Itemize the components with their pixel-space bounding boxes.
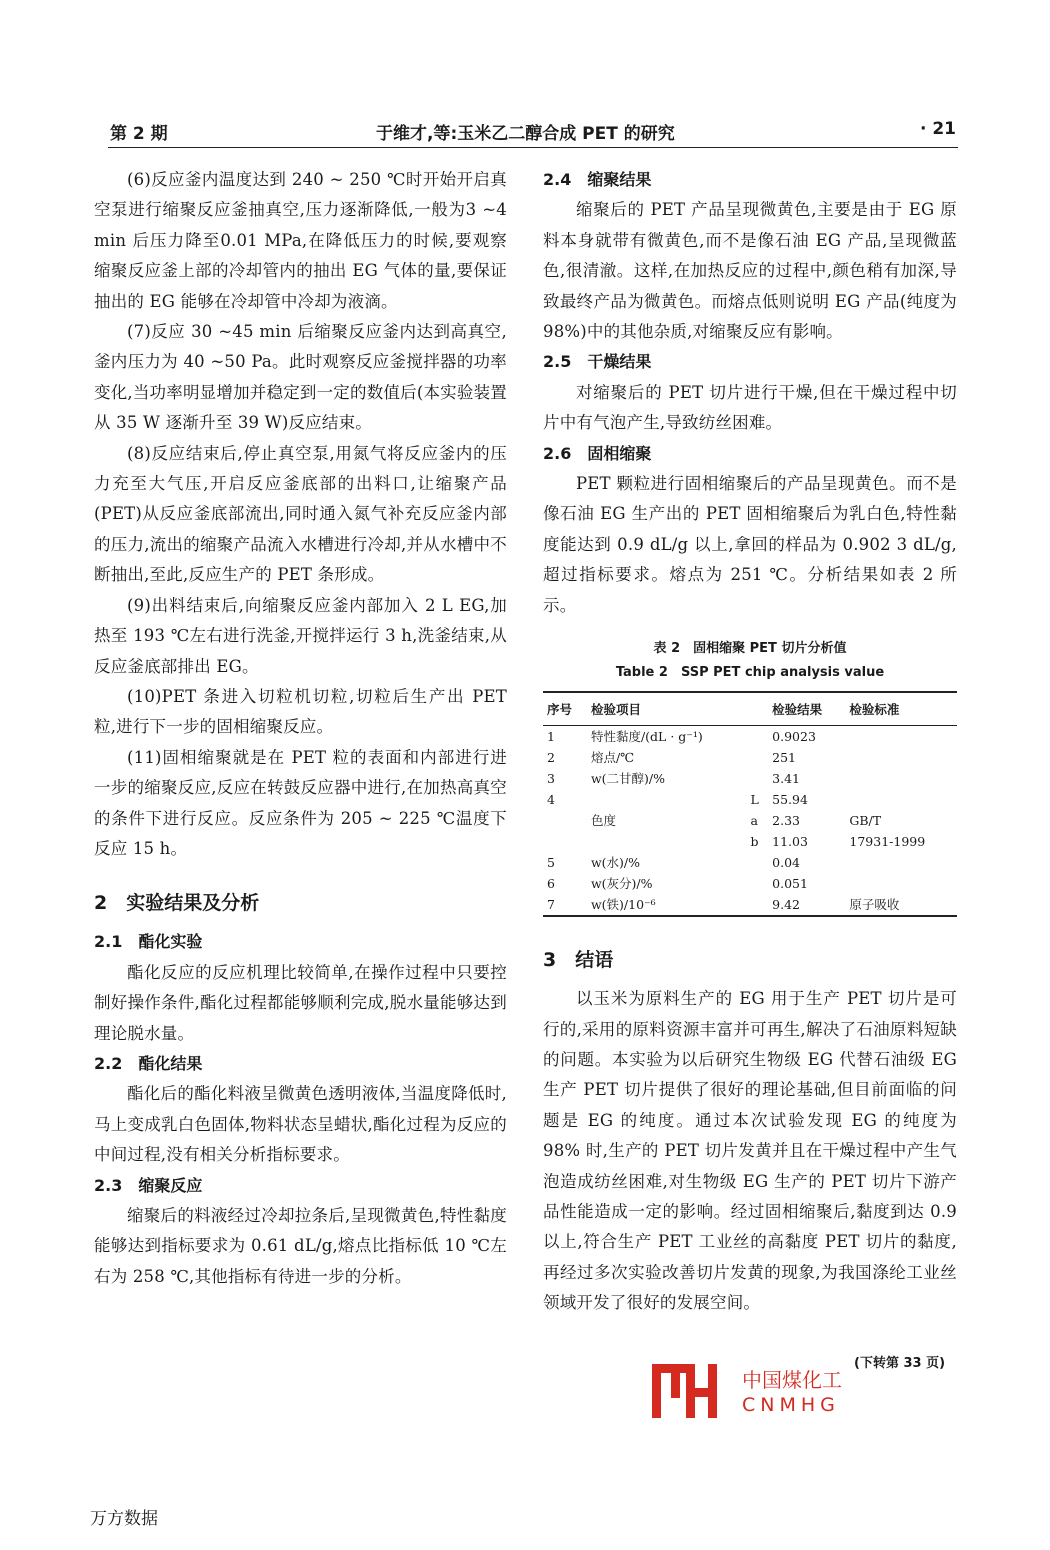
table-cell: GB/T (849, 813, 882, 829)
logo-text-en: CNMHG (742, 1394, 840, 1416)
table-cell: b (750, 834, 759, 850)
section-2-6-heading: 2.6 固相缩聚 (543, 443, 652, 463)
table-cell: 17931-1999 (849, 834, 926, 850)
table-cell (845, 789, 957, 810)
section-3-heading: 3 结语 (543, 949, 614, 972)
table-header-cell: 序号 (543, 692, 587, 726)
table-header-cell: 检验标准 (845, 692, 957, 726)
table-cell: 3.41 (772, 771, 800, 787)
source-footer: 万方数据 (90, 1509, 158, 1529)
table-row (543, 831, 957, 852)
table-cell: L (750, 792, 759, 808)
table-cell (746, 873, 768, 894)
table-cell: 6 (547, 876, 555, 892)
left-paragraphs (94, 165, 507, 864)
table-cell: 原子吸收 (845, 894, 957, 916)
step-paragraph: (10)PET 条进入切粒机切粒,切粒后生产出 PET 粒,进行下一步的固相缩聚反应。 (94, 686, 507, 737)
table-header-cell: 检验项目 (587, 692, 747, 726)
section-2-5-heading: 2.5 干燥结果 (543, 352, 652, 372)
table-cell: 7 (543, 894, 587, 916)
section-2-6-text: PET 颗粒进行固相缩聚后的产品呈现黄色。而不是像石油 EG 生产出的 PET 固相缩聚后为乳白色,特性黏度能达到 0.9 dL/g 以上,拿回的样品为 0.902 3 dL/g,超过指标要求。熔点为 251 ℃。分析结果如表 2 所示。 (543, 474, 957, 615)
page-number: · 21 (919, 119, 956, 139)
step-paragraph: (9)出料结束后,向缩聚反应釜内部加入 2 L EG,加热至 193 ℃左右进行洗釜,开搅拌运行 3 h,洗釜结束,从反应釜底部排出 EG。 (94, 595, 507, 676)
section-2-4-heading: 2.4 缩聚结果 (543, 170, 652, 189)
table-cell (587, 789, 747, 810)
table-cell: 5 (547, 855, 555, 871)
running-header (108, 117, 958, 148)
table-cell: a (750, 813, 758, 829)
table-cell: 9.42 (768, 894, 845, 916)
table-cell (746, 894, 768, 916)
step-paragraph: (11)固相缩聚就是在 PET 粒的表面和内部进行进一步的缩聚反应,反应在转鼓反应器中进行,在加热高真空的条件下进行反应。反应条件为 205 ~ 225 ℃温度下反应 15 h。 (94, 747, 507, 858)
table-cell (845, 747, 957, 768)
step-paragraph: (6)反应釜内温度达到 240 ~ 250 ℃时开始开启真空泵进行缩聚反应釜抽真空,压力逐渐降低,一般为3 ~4 min 后压力降至0.01 MPa,在降低压力的时候,要观察缩聚反应釜上部的冷却管内的抽出 EG 气体的量,要保证抽出的 EG 能够在冷却管中冷却为液滴。 (94, 170, 507, 311)
table-row (543, 768, 957, 789)
table-cell: 0.9023 (772, 729, 816, 745)
table-cell: 251 (772, 750, 797, 766)
section-2-heading: 2 实验结果及分析 (94, 892, 260, 915)
table-cell: 3 (547, 771, 555, 787)
table-cell: w(铁)/10⁻⁶ (587, 894, 747, 916)
table-body (543, 726, 957, 917)
section-2-1-heading: 2.1 酯化实验 (94, 932, 203, 952)
analysis-table (543, 691, 957, 917)
table-row (543, 873, 957, 894)
section-2-3-heading: 2.3 缩聚反应 (94, 1175, 203, 1195)
section-2-4-text: 缩聚后的 PET 产品呈现微黄色,主要是由于 EG 原料本身就带有微黄色,而不是像石油 EG 产品,呈现微蓝色,很清澈。这样,在加热反应的过程中,颜色稍有加深,导致最终产品为微黄色。而熔点低则说明 EG 产品(纯度为 98%)中的其他杂质,对缩聚反应有影响。 (543, 200, 957, 342)
table-cell: 11.03 (772, 834, 808, 850)
table-cell: 1 (547, 729, 555, 745)
running-title: 于维才,等:玉米乙二醇合成 PET 的研究 (376, 124, 675, 144)
table-cell: 2 (547, 750, 555, 766)
table-cell: 2.33 (772, 813, 800, 829)
table-cell: w(二甘醇)/% (590, 771, 665, 787)
table-caption-cn: 表 2 固相缩聚 PET 切片分析值 (653, 641, 847, 657)
table-cell: w(灰分)/% (590, 876, 653, 892)
section-2-2-text: 酯化后的酯化料液呈微黄色透明液体,当温度降低时,马上变成乳白色固体,物料状态呈蜡状,酯化过程为反应的中间过程,没有相关分析指标要求。 (94, 1084, 507, 1165)
table-cell (543, 831, 587, 852)
table-cell (746, 747, 768, 768)
table-row (543, 852, 957, 873)
table-cell (746, 768, 768, 789)
table-cell (587, 831, 747, 852)
table-cell: 0.051 (772, 876, 808, 892)
table-caption-en: Table 2 SSP PET chip analysis value (615, 665, 885, 681)
cnmhg-logo (650, 1362, 860, 1432)
section-2-3-text: 缩聚后的料液经过冷却拉条后,呈现微黄色,特性黏度能够达到指标要求为 0.61 dL/g,熔点比指标低 10 ℃左右为 258 ℃,其他指标有待进一步的分析。 (94, 1206, 507, 1286)
table-cell: 4 (547, 792, 555, 808)
section-2-2-heading: 2.2 酯化结果 (94, 1053, 203, 1073)
table-cell: 55.94 (772, 792, 808, 808)
table-cell: 0.04 (772, 855, 800, 871)
table-cell (845, 852, 957, 873)
table-header-cell (746, 692, 768, 726)
table-header-row (543, 692, 957, 726)
table-cell: w(水)/% (590, 855, 640, 871)
section-2-1-text: 酯化反应的反应机理比较简单,在操作过程中只要控制好操作条件,酯化过程都能够顺利完成,脱水量能够达到理论脱水量。 (94, 962, 507, 1043)
issue-label: 第 2 期 (110, 124, 168, 144)
table-row (543, 726, 957, 748)
table-cell: 熔点/℃ (590, 750, 635, 766)
table-cell (845, 768, 957, 789)
step-paragraph: (8)反应结束后,停止真空泵,用氮气将反应釜内的压力充至大气压,开启反应釜底部的出料口,让缩聚产品(PET)从反应釜底部流出,同时通入氮气补充反应釜内部的压力,流出的缩聚产品流入水槽进行冷却,并从水槽中不断抽出,至此,反应生产的 PET 条形成。 (94, 443, 507, 585)
section-2-5-text: 对缩聚后的 PET 切片进行干燥,但在干燥过程中切片中有气泡产生,导致纺丝困难。 (543, 382, 957, 433)
table-cell (845, 873, 957, 894)
logo-text-cn: 中国煤化工 (742, 1368, 842, 1392)
table-row (543, 789, 957, 810)
table-cell (543, 810, 587, 831)
step-paragraph: (7)反应 30 ~45 min 后缩聚反应釜内达到高真空,釜内压力为 40 ~50 Pa。此时观察反应釜搅拌器的功率变化,当功率明显增加并稳定到一定的数值后(本实验装置从 35 W 逐渐升至 39 W)反应结束。 (94, 322, 507, 433)
section-3-text: 以玉米为原料生产的 EG 用于生产 PET 切片是可行的,采用的原料资源丰富并可再生,解决了石油原料短缺的问题。本实验为以后研究生物级 EG 代替石油级 EG 生产 PET 切片提供了很好的理论基础,但目前面临的问题是 EG 的纯度。通过本次试验发现 EG 的纯度为 98% 时,生产的 PET 切片发黄并且在干燥过程中产生气泡造成纺丝困难,对生物级 EG 生产的 PET 切片下游产品性能造成一定的影响。经过固相缩聚后,黏度到达 0.9 以上,符合生产 PET 工业丝的高黏度 PET 切片的黏度,再经过多次实验改善切片发黄的现象,为我国涤纶工业丝领域开发了很好的发展空间。 (543, 989, 957, 1313)
table-row (543, 747, 957, 768)
left-column (94, 165, 507, 1292)
table-cell (746, 852, 768, 873)
continued-note: (下转第 33 页) (854, 1356, 946, 1371)
table-header-cell: 检验结果 (768, 692, 845, 726)
table-cell (845, 726, 957, 748)
table-cell: 色度 (590, 813, 616, 829)
table-row (543, 894, 957, 916)
table-row (543, 810, 957, 831)
right-column (543, 165, 957, 1319)
table-cell: 特性黏度/(dL · g⁻¹) (590, 729, 703, 745)
table-cell (746, 726, 768, 748)
